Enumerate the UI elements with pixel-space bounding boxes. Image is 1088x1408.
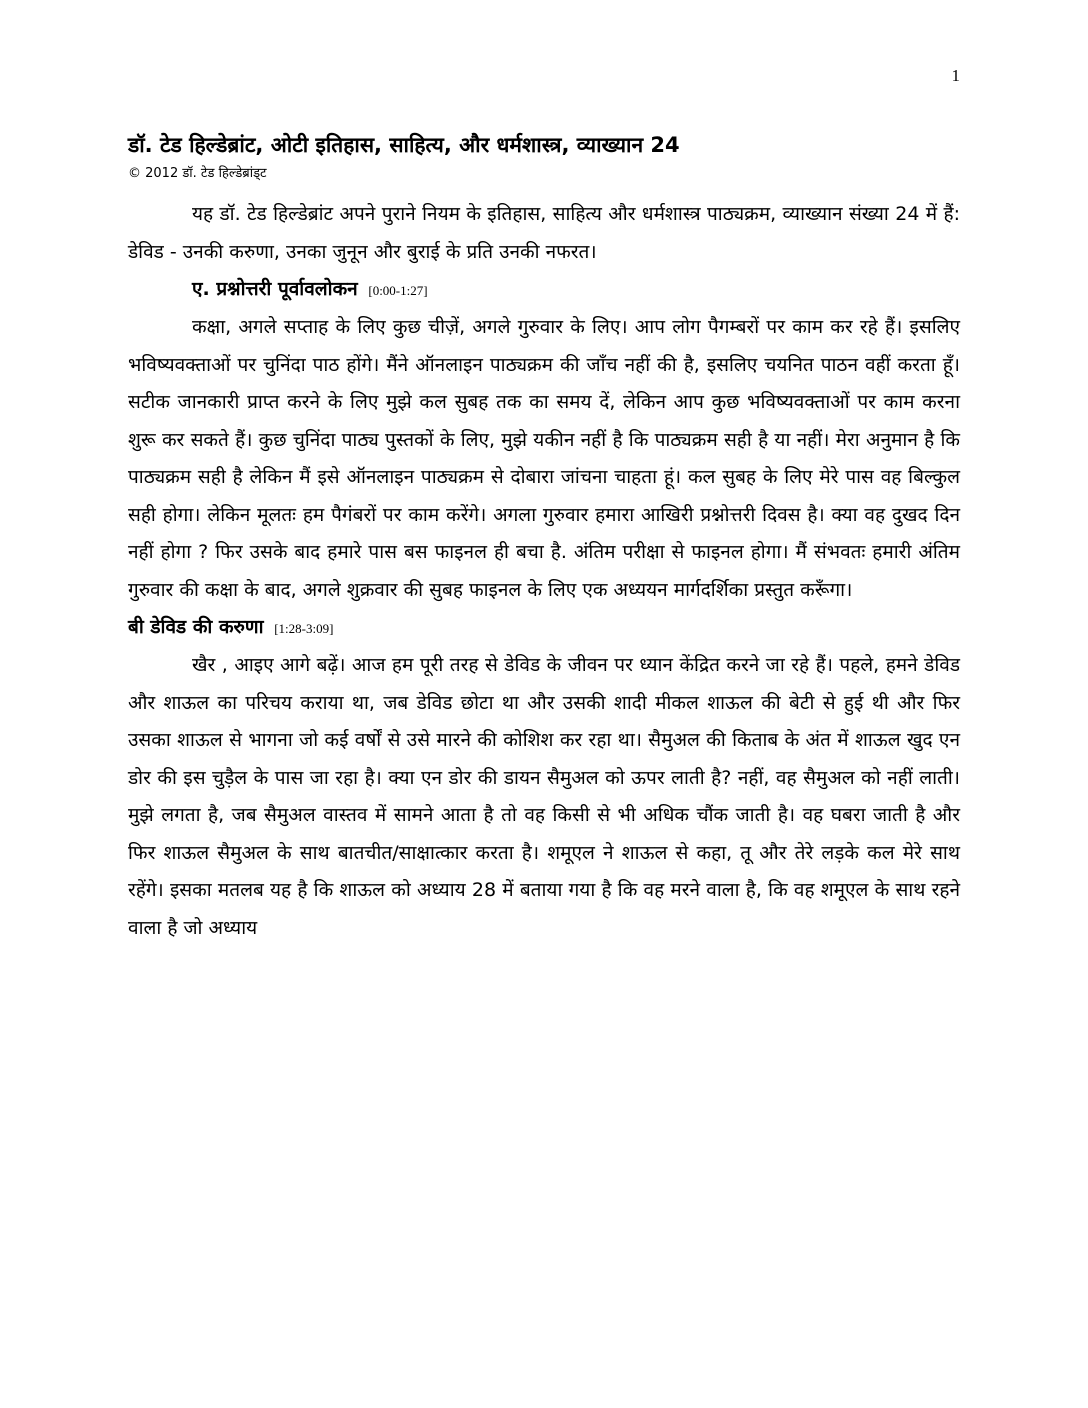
intro-paragraph: यह डॉ. टेड हिल्डेब्रांट अपने पुराने नियम के इतिहास, साहित्य और धर्मशास्त्र पाठ्यक्रम, व्याख्यान संख्या 24 में हैं: डेविड - उनकी करुणा, उनका जुनून और बुराई के प्रति उनकी नफरत। (128, 203, 960, 263)
section-timestamp: [0:00-1:27] (368, 283, 428, 298)
section-paragraph-quiz-preview: कक्षा, अगले सप्ताह के लिए कुछ चीज़ें, अगले गुरुवार के लिए। आप लोग पैगम्बरों पर काम कर रहे हैं। इसलिए भविष्यवक्ताओं पर चुनिंदा पाठ होंगे। मैंने ऑनलाइन पाठ्यक्रम की जाँच नहीं की है, इसलिए चयनित पाठन वहीं करता हूँ। सटीक जानकारी प्राप्त करने के लिए मुझे कल सुबह तक का समय दें, लेकिन आप कुछ भविष्यवक्ताओं पर काम करना शुरू कर सकते हैं। कुछ चुनिंदा पाठ्य पुस्तकों के लिए, मुझे यकीन नहीं है कि पाठ्यक्रम सही है या नहीं। मेरा अनुमान है कि पाठ्यक्रम सही है लेकिन मैं इसे ऑनलाइन पाठ्यक्रम से दोबारा जांचना चाहता हूं। कल सुबह के लिए मेरे पास वह बिल्कुल सही होगा। लेकिन मूलतः हम पैगंबरों पर काम करेंगे। अगला गुरुवार हमारा आखिरी प्रश्नोत्तरी दिवस है। क्या वह दुखद दिन नहीं होगा ? फिर उसके बाद हमारे पास बस फाइनल ही बचा है. अंतिम परीक्षा से फाइनल होगा। मैं संभवतः हमारी अंतिम गुरुवार की कक्षा के बाद, अगले शुक्रवार की सुबह फाइनल के लिए एक अध्ययन मार्गदर्शिका प्रस्तुत करूँगा। (128, 316, 960, 601)
section-heading-text: बी डेविड की करुणा (128, 616, 264, 638)
section-heading-david-compassion (128, 609, 960, 647)
section-heading-text: ए. प्रश्नोत्तरी पूर्वावलोकन (192, 278, 358, 300)
document-body (128, 128, 960, 947)
section-timestamp: [1:28-3:09] (274, 621, 334, 636)
section-paragraph-david-compassion: खैर , आइए आगे बढ़ें। आज हम पूरी तरह से डेविड के जीवन पर ध्यान केंद्रित करने जा रहे हैं। पहले, हमने डेविड और शाऊल का परिचय कराया था, जब डेविड छोटा था और उसकी शादी मीकल शाऊल की बेटी से हुई थी और फिर उसका शाऊल से भागना जो कई वर्षों से उसे मारने की कोशिश कर रहा था। सैमुअल की किताब के अंत में शाऊल खुद एन डोर की इस चुड़ैल के पास जा रहा है। क्या एन डोर की डायन सैमुअल को ऊपर लाती है? नहीं, वह सैमुअल को नहीं लाती। मुझे लगता है, जब सैमुअल वास्तव में सामने आता है तो वह किसी से भी अधिक चौंक जाती है। वह घबरा जाती है और फिर शाऊल सैमुअल के साथ बातचीत/साक्षात्कार करता है। शमूएल ने शाऊल से कहा, तू और तेरे लड़के कल मेरे साथ रहेंगे। इसका मतलब यह है कि शाऊल को अध्याय 28 में बताया गया है कि वह मरने वाला है, कि वह शमूएल के साथ रहने वाला है जो अध्याय (128, 654, 960, 939)
document-title: डॉ. टेड हिल्डेब्रांट, ओटी इतिहास, साहित्य, और धर्मशास्त्र, व्याख्यान 24 (128, 133, 680, 157)
section-heading-quiz-preview (128, 271, 960, 309)
copyright-notice: © 2012 डॉ. टेड हिल्डेब्रांड्ट (128, 166, 267, 181)
page-number: 1 (951, 66, 960, 85)
